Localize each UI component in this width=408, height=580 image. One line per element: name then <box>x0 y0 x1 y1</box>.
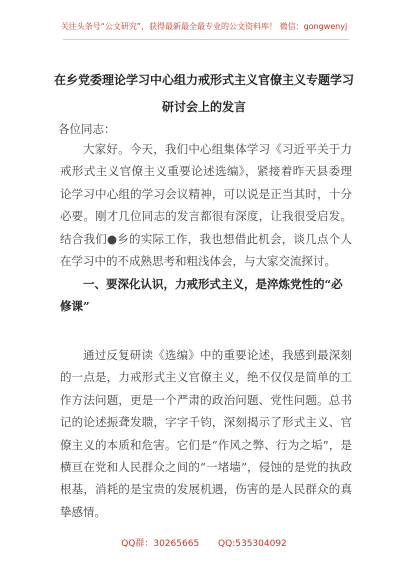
section-heading-1: 一、要深化认识，力戒形式主义，是淬炼党性的“必修课” <box>60 277 343 314</box>
footer-contacts <box>0 536 408 549</box>
header-divider <box>63 39 349 40</box>
qq-group-text: QQ群：30265665 <box>121 539 200 549</box>
title-line-1: 在乡党委理论学习中心组力戒形式主义官僚主义专题学习 <box>53 73 354 87</box>
opening-paragraph: 大家好。今天，我们中心组集体学习《习近平关于力戒形式主义官僚主义重要论述选编》，紧接着昨天县委理论学习中心组的学习会议精神，可以说是正当其时，十分必要。刚才几位同志的发言都很有深度，让我很受启发。结合我们●乡的实际工作，我也想借此机会，谈几点个人在学习中的不成熟思考和粗浅体会，与大家交流探讨。 <box>60 142 352 269</box>
salutation: 各位同志： <box>58 122 116 136</box>
promo-banner: 关注头条号“公文研究”，获得最新最全最专业的公文资料库！ 微信：gongwenyj <box>60 22 348 31</box>
title-line-2: 研讨会上的发言 <box>161 100 246 114</box>
body-paragraph-2: 通过反复研读《选编》中的重要论述，我感到最深刻的一点是，力戒形式主义官僚主义，绝不仅仅是简单的工作方法问题，更是一个严肃的政治问题、党性问题。总书记的论述振聋发聩，字字千钧，深刻揭示了形式主义、官僚主义的本质和危害。它们是“作风之弊、行为之垢”，是横亘在党和人民群众之间的“一堵墙”，侵蚀的是党的执政根基，消耗的是宝贵的发展机遇，伤害的是人民群众的真挚感情。 <box>60 348 352 519</box>
document-title <box>20 67 388 121</box>
qq-number-text: QQ:535304092 <box>218 539 287 549</box>
